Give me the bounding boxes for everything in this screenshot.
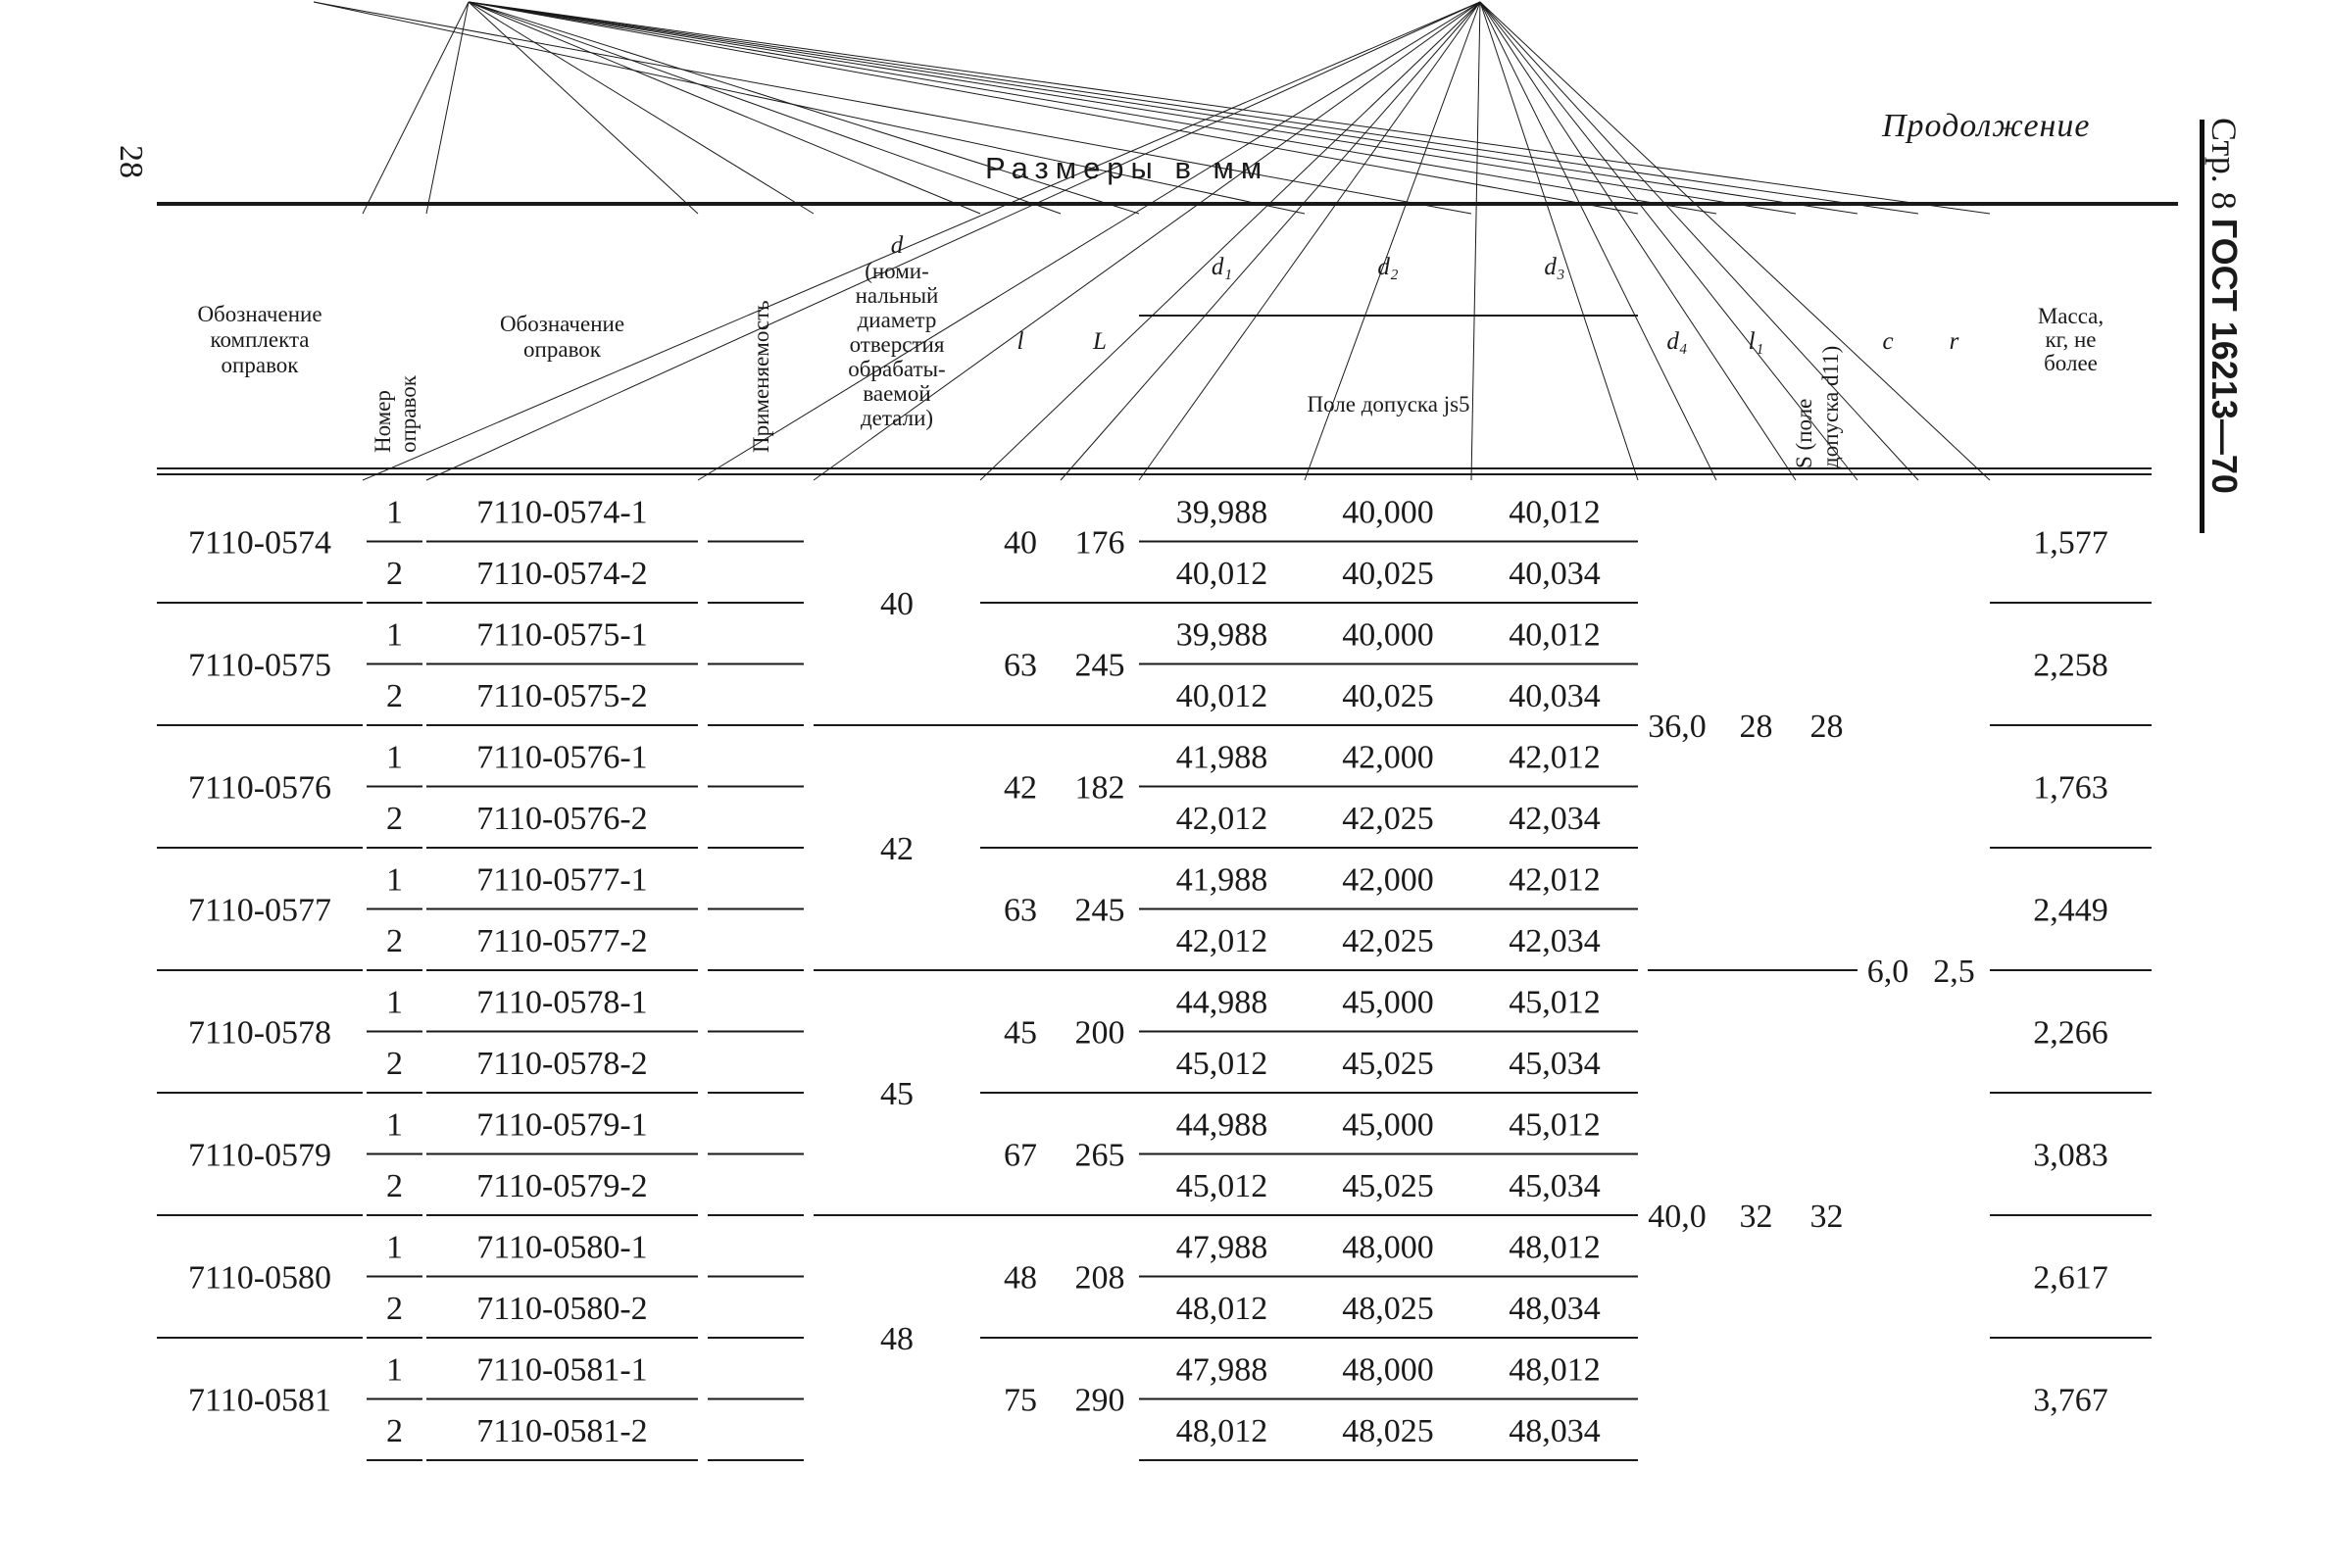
d3-value: 42,012 <box>1509 739 1601 776</box>
d1-value: 44,988 <box>1175 984 1268 1021</box>
d1-value: 40,012 <box>1175 677 1268 714</box>
rule <box>469 2 1638 214</box>
S-value: 28 <box>1809 709 1844 745</box>
header-l: l <box>1016 328 1024 355</box>
header-mass: Масса, <box>2037 304 2105 328</box>
header-mass: кг, не <box>2045 327 2097 352</box>
rule <box>314 2 1471 214</box>
l1-value: 32 <box>1739 1199 1773 1235</box>
d1-value: 44,988 <box>1175 1106 1268 1144</box>
header-d-caption: нальный <box>855 283 939 308</box>
d1-value: 48,012 <box>1175 1290 1268 1327</box>
d1-value: 45,012 <box>1175 1045 1268 1082</box>
d1-value: 40,012 <box>1175 555 1268 592</box>
d3-value: 48,034 <box>1509 1290 1601 1327</box>
header-c: c <box>1882 328 1894 355</box>
d2-value: 45,000 <box>1342 1106 1434 1144</box>
header-mandrel-designation: Обозначение <box>499 312 625 336</box>
mandrel-number: 2 <box>386 1412 403 1449</box>
mandrel-designation: 7110-0581-1 <box>476 1351 648 1389</box>
set-designation: 7110-0575 <box>187 647 332 684</box>
set-designation: 7110-0578 <box>187 1014 332 1052</box>
mandrel-number: 2 <box>386 800 403 837</box>
l-value: 45 <box>1004 1014 1037 1052</box>
header-l1: l₁ <box>1748 328 1764 355</box>
rule <box>1480 2 1638 480</box>
header-d-caption: обрабаты- <box>848 357 946 381</box>
d2-value: 48,000 <box>1342 1351 1434 1389</box>
header-d4: d₄ <box>1666 328 1688 355</box>
l-value: 75 <box>1004 1382 1037 1419</box>
L-value: 182 <box>1074 769 1125 807</box>
d2-value: 40,025 <box>1342 555 1434 592</box>
d2-value: 45,000 <box>1342 984 1434 1021</box>
header-tolerance-js5: Поле допуска js5 <box>1307 392 1470 416</box>
d1-value: 45,012 <box>1175 1167 1268 1204</box>
c-value: 6,0 <box>1866 954 1909 990</box>
d1-value: 47,988 <box>1175 1351 1268 1389</box>
mandrel-number: 1 <box>386 984 403 1021</box>
d1-value: 41,988 <box>1175 861 1268 899</box>
d2-value: 48,025 <box>1342 1290 1434 1327</box>
rule <box>314 2 1305 214</box>
mandrel-number: 2 <box>386 555 403 592</box>
d1-value: 42,012 <box>1175 922 1268 959</box>
mandrel-number: 1 <box>386 861 403 899</box>
header-d-caption: ваемой <box>863 381 931 406</box>
mandrel-designation: 7110-0575-2 <box>476 677 648 714</box>
rule <box>469 2 1796 214</box>
header-S: допуска d11) <box>1818 345 1843 468</box>
header-mandrel-number: Номер <box>371 390 395 453</box>
header-d-caption: отверстия <box>849 332 945 357</box>
d3-value: 48,034 <box>1509 1412 1601 1449</box>
mandrel-designation: 7110-0575-1 <box>476 616 648 654</box>
d3-value: 45,012 <box>1509 984 1601 1021</box>
rule <box>1480 2 1796 480</box>
dimensions-caption: Размеры в мм <box>985 151 1269 185</box>
mandrel-designation: 7110-0580-2 <box>476 1290 648 1327</box>
mandrel-designation: 7110-0579-1 <box>476 1106 648 1144</box>
mandrel-designation: 7110-0579-2 <box>476 1167 648 1204</box>
d3-value: 42,034 <box>1509 800 1601 837</box>
header-r: r <box>1949 328 1959 355</box>
set-designation: 7110-0574 <box>187 524 332 562</box>
header-set-designation: комплекта <box>210 327 310 352</box>
d1-value: 42,012 <box>1175 800 1268 837</box>
d2-value: 42,000 <box>1342 739 1434 776</box>
header-d2: d₂ <box>1377 254 1399 280</box>
rule <box>469 2 980 214</box>
d2-value: 40,000 <box>1342 494 1434 531</box>
d-value: 40 <box>880 586 914 622</box>
mandrel-number: 1 <box>386 1106 403 1144</box>
header-L: L <box>1093 328 1107 355</box>
d4-value: 36,0 <box>1648 709 1707 745</box>
d2-value: 42,000 <box>1342 861 1434 899</box>
rule <box>363 2 469 214</box>
header-mandrel-number: оправок <box>396 375 421 453</box>
d2-value: 45,025 <box>1342 1167 1434 1204</box>
d1-value: 47,988 <box>1175 1229 1268 1266</box>
l-value: 67 <box>1004 1137 1037 1174</box>
mandrel-number: 2 <box>386 1045 403 1082</box>
d3-value: 42,034 <box>1509 922 1601 959</box>
L-value: 245 <box>1074 647 1125 684</box>
mandrel-designation: 7110-0580-1 <box>476 1229 648 1266</box>
mandrel-designation: 7110-0574-2 <box>476 555 648 592</box>
header-set-designation: Обозначение <box>197 302 322 326</box>
continuation-label: Продолжение <box>1882 108 2091 144</box>
L-value: 265 <box>1074 1137 1125 1174</box>
d3-value: 40,012 <box>1509 616 1601 654</box>
mandrel-number: 2 <box>386 922 403 959</box>
L-value: 176 <box>1074 524 1125 562</box>
L-value: 200 <box>1074 1014 1125 1052</box>
d3-value: 40,012 <box>1509 494 1601 531</box>
l-value: 42 <box>1004 769 1037 807</box>
mandrel-number: 2 <box>386 1290 403 1327</box>
d2-value: 45,025 <box>1342 1045 1434 1082</box>
mass-value: 3,083 <box>2033 1137 2108 1174</box>
mandrel-number: 1 <box>386 1229 403 1266</box>
mandrel-designation: 7110-0577-1 <box>476 861 648 899</box>
rule <box>469 2 1716 214</box>
header-d-caption: (номи- <box>865 259 929 283</box>
d1-value: 39,988 <box>1175 494 1268 531</box>
mandrel-designation: 7110-0574-1 <box>476 494 648 531</box>
mandrel-designation: 7110-0576-1 <box>476 739 648 776</box>
header-d3: d₃ <box>1544 254 1565 280</box>
d3-value: 40,034 <box>1509 677 1601 714</box>
mandrel-number: 1 <box>386 1351 403 1389</box>
standard-designation: ГОСТ 16213—70 <box>2204 218 2245 494</box>
mandrel-number: 2 <box>386 1167 403 1204</box>
rule <box>469 2 1061 214</box>
mass-value: 3,767 <box>2033 1382 2108 1419</box>
d3-value: 48,012 <box>1509 1351 1601 1389</box>
rule <box>1480 2 1918 480</box>
mandrel-number: 1 <box>386 739 403 776</box>
mass-value: 2,617 <box>2033 1259 2108 1297</box>
rule <box>469 2 1857 214</box>
L-value: 208 <box>1074 1259 1125 1297</box>
mass-value: 2,258 <box>2033 647 2108 684</box>
l-value: 40 <box>1004 524 1037 562</box>
page-number: 28 <box>113 145 149 178</box>
mandrel-designation: 7110-0578-2 <box>476 1045 648 1082</box>
rule <box>469 2 698 214</box>
d3-value: 45,034 <box>1509 1167 1601 1204</box>
l-value: 63 <box>1004 892 1037 929</box>
d2-value: 42,025 <box>1342 800 1434 837</box>
mass-value: 1,763 <box>2033 769 2108 807</box>
header-set-designation: оправок <box>221 353 299 377</box>
d3-value: 45,034 <box>1509 1045 1601 1082</box>
set-designation: 7110-0580 <box>187 1259 332 1297</box>
d3-value: 45,012 <box>1509 1106 1601 1144</box>
header-mass: более <box>2044 351 2098 375</box>
d3-value: 40,034 <box>1509 555 1601 592</box>
d2-value: 40,000 <box>1342 616 1434 654</box>
d2-value: 48,025 <box>1342 1412 1434 1449</box>
d-value: 45 <box>880 1076 914 1112</box>
rule <box>1471 2 1480 480</box>
d-value: 48 <box>880 1321 914 1357</box>
header-d-caption: диаметр <box>857 308 937 332</box>
mandrel-designation: 7110-0578-1 <box>476 984 648 1021</box>
d2-value: 42,025 <box>1342 922 1434 959</box>
l-value: 48 <box>1004 1259 1037 1297</box>
L-value: 290 <box>1074 1382 1125 1419</box>
header-S: S (поле <box>1792 398 1816 468</box>
d1-value: 41,988 <box>1175 739 1268 776</box>
d3-value: 48,012 <box>1509 1229 1601 1266</box>
r-value: 2,5 <box>1933 954 1975 990</box>
mandrel-designation: 7110-0577-2 <box>476 922 648 959</box>
set-designation: 7110-0579 <box>187 1137 332 1174</box>
d2-value: 40,025 <box>1342 677 1434 714</box>
l-value: 63 <box>1004 647 1037 684</box>
mandrel-designation: 7110-0581-2 <box>476 1412 648 1449</box>
rule <box>1480 2 1990 480</box>
header-d-caption: детали) <box>860 406 934 430</box>
set-designation: 7110-0577 <box>187 892 332 929</box>
header-applicability: Применяемость <box>749 300 773 453</box>
S-value: 32 <box>1809 1199 1844 1235</box>
mandrel-number: 1 <box>386 616 403 654</box>
header-d1: d₁ <box>1211 254 1233 280</box>
header-mandrel-designation: оправок <box>523 337 601 362</box>
rule <box>1480 2 1716 480</box>
header-d-symbol: d <box>890 232 904 259</box>
mass-value: 2,266 <box>2033 1014 2108 1052</box>
mass-value: 1,577 <box>2033 524 2108 562</box>
rule <box>469 2 814 214</box>
rule <box>469 2 1139 214</box>
L-value: 245 <box>1074 892 1125 929</box>
l1-value: 28 <box>1739 709 1773 745</box>
mandrel-number: 2 <box>386 677 403 714</box>
mandrel-designation: 7110-0576-2 <box>476 800 648 837</box>
mandrel-number: 1 <box>386 494 403 531</box>
set-designation: 7110-0576 <box>187 769 332 807</box>
d1-value: 48,012 <box>1175 1412 1268 1449</box>
set-designation: 7110-0581 <box>187 1382 332 1419</box>
mass-value: 2,449 <box>2033 892 2108 929</box>
d4-value: 40,0 <box>1648 1199 1707 1235</box>
rule <box>469 2 1918 214</box>
d3-value: 42,012 <box>1509 861 1601 899</box>
d-value: 42 <box>880 831 914 867</box>
d2-value: 48,000 <box>1342 1229 1434 1266</box>
d1-value: 39,988 <box>1175 616 1268 654</box>
side-page-number: Стр. 8 <box>2204 118 2244 210</box>
